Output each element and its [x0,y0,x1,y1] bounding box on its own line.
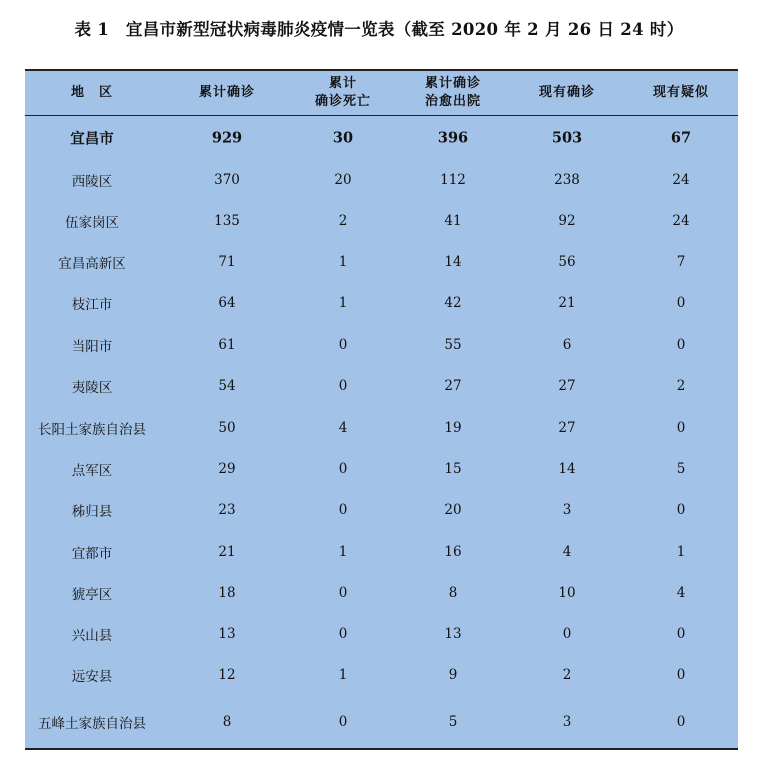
cell-current-confirmed: 2 [562,667,572,683]
cell-cumulative-confirmed: 64 [218,295,236,311]
cell-current-suspected: 2 [676,378,686,394]
cell-cumulative-confirmed: 12 [218,667,236,683]
header-current-confirmed: 现有确诊 [538,85,596,100]
cell-cumulative-recovered: 112 [440,172,466,188]
cell-cumulative-recovered: 27 [444,378,462,394]
epidemic-table [25,69,738,750]
cell-cumulative-recovered: 19 [444,420,462,436]
cell-current-suspected: 1 [676,544,686,560]
cell-cumulative-recovered: 41 [444,213,462,229]
cell-cumulative-confirmed: 21 [218,544,236,560]
cell-current-suspected: 7 [676,254,686,270]
cell-current-confirmed: 92 [558,213,576,229]
cell-cumulative-confirmed: 71 [218,254,236,270]
cell-cumulative-deaths: 4 [338,420,348,436]
cell-cumulative-recovered: 5 [448,714,458,730]
table-header [25,71,738,116]
cell-current-suspected: 0 [676,502,686,518]
cell-region: 夷陵区 [71,380,113,396]
cell-current-confirmed: 27 [558,378,576,394]
cell-cumulative-recovered: 13 [444,626,462,642]
cell-cumulative-confirmed: 929 [211,129,243,147]
cell-cumulative-confirmed: 135 [214,213,240,229]
cell-region: 猇亭区 [71,587,113,603]
cell-current-suspected: 4 [676,585,686,601]
cell-region: 伍家岗区 [65,215,119,231]
cell-current-confirmed: 14 [558,461,576,477]
cell-cumulative-recovered: 396 [437,129,469,147]
cell-cumulative-confirmed: 13 [218,626,236,642]
cell-current-suspected: 0 [676,295,686,311]
cell-cumulative-deaths: 0 [338,337,348,353]
cell-cumulative-deaths: 0 [338,714,348,730]
cell-cumulative-deaths: 0 [338,626,348,642]
cell-current-suspected: 24 [672,213,690,229]
cell-region: 点军区 [71,463,113,479]
cell-current-confirmed: 3 [562,502,572,518]
cell-cumulative-deaths: 0 [338,502,348,518]
cell-current-confirmed: 238 [554,172,580,188]
cell-cumulative-deaths: 20 [334,172,352,188]
cell-cumulative-recovered: 14 [444,254,462,270]
cell-cumulative-deaths: 1 [338,544,348,560]
cell-cumulative-confirmed: 54 [218,378,236,394]
cell-cumulative-deaths: 30 [332,129,354,147]
header-cumulative-recovered: 累计确诊 治愈出院 [424,76,482,109]
cell-cumulative-recovered: 55 [444,337,462,353]
cell-cumulative-recovered: 8 [448,585,458,601]
cell-current-suspected: 5 [676,461,686,477]
cell-cumulative-recovered: 42 [444,295,462,311]
cell-current-suspected: 0 [676,626,686,642]
cell-current-confirmed: 503 [551,129,583,147]
cell-cumulative-recovered: 15 [444,461,462,477]
cell-current-suspected: 0 [676,420,686,436]
cell-cumulative-deaths: 2 [338,213,348,229]
cell-cumulative-confirmed: 18 [218,585,236,601]
cell-cumulative-confirmed: 61 [218,337,236,353]
cell-region: 枝江市 [71,297,113,313]
cell-region: 兴山县 [71,628,113,644]
header-cumulative-confirmed: 累计确诊 [198,85,256,100]
cell-region: 秭归县 [71,504,113,520]
header-cumulative-deaths: 累计 确诊死亡 [314,76,372,109]
cell-current-suspected: 0 [676,337,686,353]
cell-current-suspected: 67 [670,129,692,147]
cell-cumulative-deaths: 0 [338,585,348,601]
cell-current-suspected: 0 [676,714,686,730]
cell-cumulative-deaths: 0 [338,461,348,477]
cell-region: 西陵区 [71,174,113,190]
header-region: 地 区 [70,85,114,100]
cell-current-confirmed: 0 [562,626,572,642]
cell-cumulative-deaths: 1 [338,254,348,270]
cell-cumulative-confirmed: 370 [214,172,240,188]
cell-cumulative-deaths: 1 [338,295,348,311]
cell-current-confirmed: 3 [562,714,572,730]
cell-current-confirmed: 56 [558,254,576,270]
header-current-suspected: 现有疑似 [652,85,710,100]
cell-cumulative-recovered: 16 [444,544,462,560]
cell-cumulative-confirmed: 29 [218,461,236,477]
cell-current-confirmed: 21 [558,295,576,311]
cell-region: 宜昌市 [70,130,114,148]
cell-region: 当阳市 [71,339,113,355]
cell-current-suspected: 24 [672,172,690,188]
cell-cumulative-recovered: 9 [448,667,458,683]
cell-region: 长阳土家族自治县 [38,422,146,438]
cell-cumulative-confirmed: 50 [218,420,236,436]
cell-region: 五峰土家族自治县 [38,716,146,732]
cell-region: 远安县 [71,669,113,685]
cell-cumulative-recovered: 20 [444,502,462,518]
cell-current-confirmed: 4 [562,544,572,560]
cell-region: 宜都市 [71,546,113,562]
cell-region: 宜昌高新区 [58,256,126,272]
cell-cumulative-confirmed: 8 [222,714,232,730]
cell-current-confirmed: 27 [558,420,576,436]
cell-current-confirmed: 10 [558,585,576,601]
cell-current-confirmed: 6 [562,337,572,353]
cell-cumulative-deaths: 1 [338,667,348,683]
cell-cumulative-confirmed: 23 [218,502,236,518]
cell-cumulative-deaths: 0 [338,378,348,394]
table-title: 表 1 宜昌市新型冠状病毒肺炎疫情一览表（截至 2020 年 2 月 26 日 24 时） [74,20,684,39]
cell-current-suspected: 0 [676,667,686,683]
